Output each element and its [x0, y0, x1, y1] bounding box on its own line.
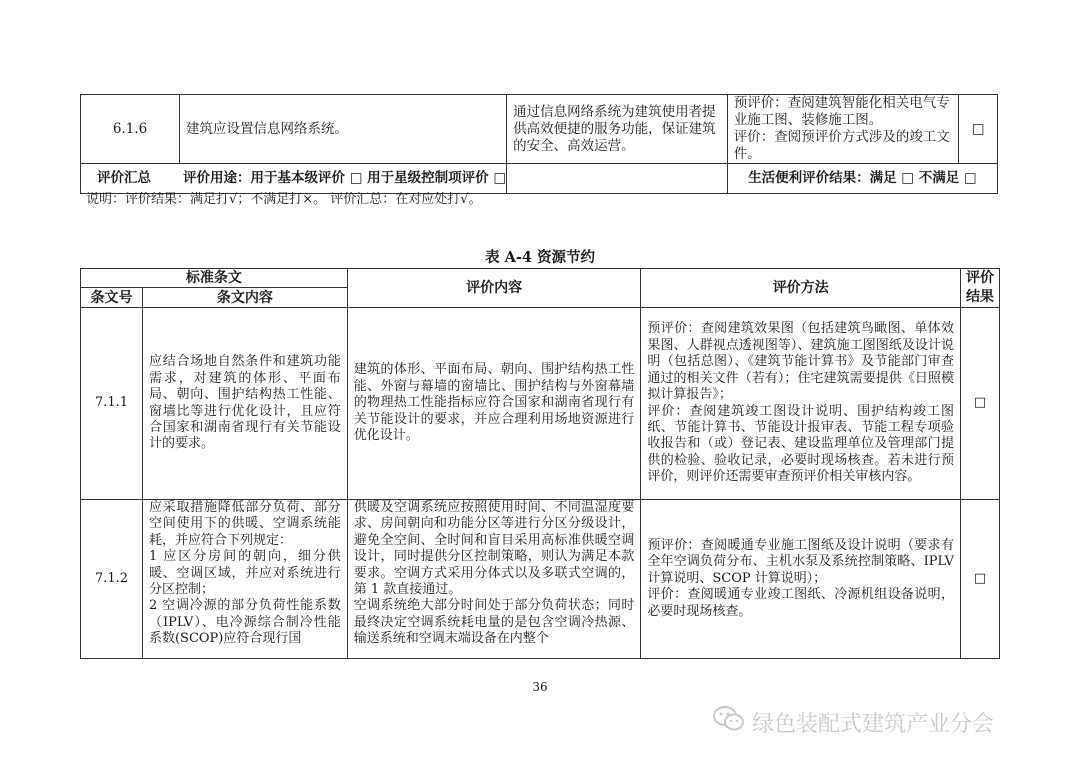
content-text: 建筑的体形、平面布局、朝向、围护结构热工性能、外窗与幕墙的窗墙比、围护结构与外窗幕墙的物理热工性能指标应符合国家和湖南省现行有关节能设计的要求，并应合理利用场地资源进行优化设计。: [347, 308, 641, 500]
method-text: 预评价：查阅暖通专业施工图纸及设计说明（要求有全年空调负荷分布、主机水泵及系统控制策略、IPLV 计算说明、SCOP 计算说明）； 评价：查阅暖通专业竣工图纸、冷源机组设备说明，必要时现场核查。: [641, 500, 961, 659]
table-row: [81, 308, 1000, 500]
summary-usage[interactable]: 评价用途：用于基本级评价 □ 用于星级控制项评价 □: [183, 170, 507, 186]
clause-code: 6.1.6: [81, 95, 180, 164]
summary-result[interactable]: 生活便利评价结果：满足 □ 不满足 □: [727, 164, 997, 194]
clause-text: 应结合场地自然条件和建筑功能需求，对建筑的体形、平面布局、朝向、围护结构热工性能、窗墙比等进行优化设计，且应符合国家和湖南省现行有关节能设计的要求。: [142, 308, 347, 500]
clause-code: 7.1.1: [81, 308, 143, 500]
content-text: 供暖及空调系统应按照使用时间、不同温湿度要求、房间朝向和功能分区等进行分区分级设计，避免全空间、全时间和盲目采用高标准供暖空调设计，同时提供分区控制策略，则认为满足本款要求。空调方式采用分体式以及多联式空调的，第 1 款直接通过。 空调系统绝大部分时间处于部分负荷状态；同时最终决定空调系统耗电量的是包含空调冷热源、输送系统和空调末端设备在内整个: [353, 500, 635, 647]
header-content: 评价内容: [347, 269, 641, 308]
header-clause: 条文内容: [142, 288, 347, 308]
result-checkbox[interactable]: □: [960, 308, 999, 500]
result-checkbox[interactable]: □: [959, 95, 998, 164]
table-row: [81, 95, 998, 164]
wechat-icon: [712, 705, 746, 739]
note-text: 说明：评价结果：满足打√；不满足打×。 评价汇总：在对应处打√。: [86, 192, 482, 207]
header-code: 条文号: [81, 288, 143, 308]
header-method: 评价方法: [641, 269, 961, 308]
header-result: 评价 结果: [960, 269, 999, 308]
content-text: 通过信息网络系统为建筑使用者提供高效便捷的服务功能，保证建筑的安全、高效运营。: [507, 95, 728, 164]
page-number: 36: [532, 680, 548, 694]
watermark: [712, 705, 994, 739]
header-row: [81, 269, 1000, 288]
clause-text: 应采取措施降低部分负荷、部分空间使用下的供暖、空调系统能耗，并应符合下列规定： 1 应区分房间的朝向，细分供暖、空调区域，并应对系统进行分区控制； 2 空调冷源的部分负荷性能系数（IPLV）、电冷源综合制冷性能系数(SCOP)应符合现行国: [148, 500, 341, 647]
summary-label: 评价汇总: [97, 170, 151, 186]
table-top: [80, 94, 998, 194]
watermark-text: 绿色装配式建筑产业分会: [752, 711, 995, 737]
table-caption: 表 A-4 资源节约: [485, 249, 595, 266]
method-text: 预评价：查阅建筑效果图（包括建筑鸟瞰图、单体效果图、人群视点透视图等）、建筑施工图图纸及设计说明（包括总图）、《建筑节能计算书》及节能部门审查通过的相关文件（若有）；住宅建筑需要提供《日照模拟计算报告》； 评价：查阅建筑竣工图设计说明、围护结构竣工图纸、节能计算书、节能设计报审表、节能工程专项验收报告和（或）登记表、建设监理单位及管理部门提供的检验、验收记录，必要时现场核查。若未进行预评价，则评价还需要审查预评价相关审核内容。: [641, 308, 961, 500]
table-row: [81, 500, 1000, 659]
header-standard: 标准条文: [81, 269, 348, 288]
result-checkbox[interactable]: □: [960, 500, 999, 659]
clause-text: 建筑应设置信息网络系统。: [180, 95, 507, 164]
method-text: 预评价：查阅建筑智能化相关电气专业施工图、装修施工图。 评价：查阅预评价方式涉及的竣工文件。: [727, 95, 958, 164]
table-a4: [80, 268, 1000, 659]
clause-code: 7.1.2: [81, 500, 143, 659]
